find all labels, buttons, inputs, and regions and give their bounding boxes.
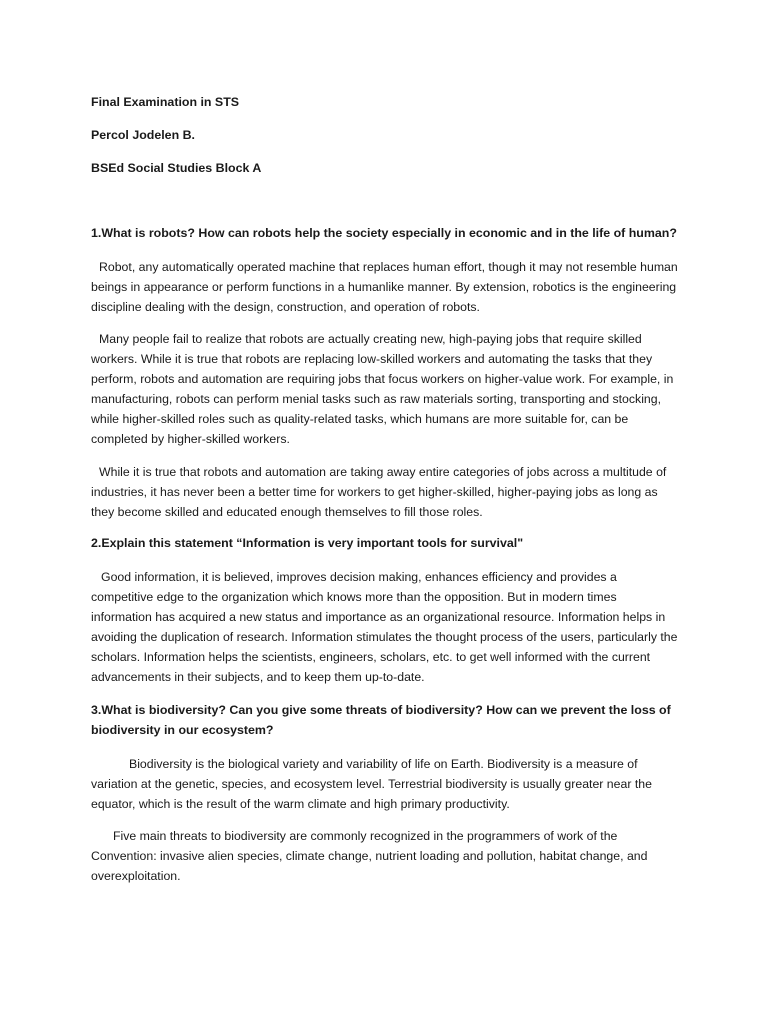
question-2: 2.Explain this statement “Information is very important tools for survival" xyxy=(91,536,524,550)
answer-1-paragraph-2: Many people fail to realize that robots are actually creating new, high-paying jobs that require skilled workers. While it is true that robots are replacing low-skilled workers and automating the tasks that they perform, robots and automation are requiring jobs that focus workers on higher-value work. For example, in manufacturing, robots can perform menial tasks such as raw materials sorting, transporting and stocking, while higher-skilled roles such as quality-related tasks, which humans are more suitable for, can be completed by higher-skilled workers. xyxy=(91,332,674,447)
student-name: Percol Jodelen B. xyxy=(91,128,195,142)
answer-2-paragraph-1: Good information, it is believed, improves decision making, enhances efficiency and provides a competitive edge to the organization which knows more than the opposition. But in modern times information has acquired a new status and importance as an organizational resource. Information helps in avoiding the duplication of research. Information stimulates the thought process of the users, particularly the scholars. Information helps the scientists, engineers, scholars, etc. to get well informed with the current advancements in their subjects, and to keep them up-to-date. xyxy=(91,570,678,685)
question-1: 1.What is robots? How can robots help the society especially in economic and in the life of human? xyxy=(91,226,677,240)
answer-3-paragraph-1: Biodiversity is the biological variety and variability of life on Earth. Biodiversity is a measure of variation at the genetic, species, and ecosystem level. Terrestrial biodiversity is usually greater near the equator, which is the result of the warm climate and high primary productivity. xyxy=(91,757,652,812)
question-3: 3.What is biodiversity? Can you give some threats of biodiversity? How can we prevent the loss of biodiversity in our ecosystem? xyxy=(91,703,671,737)
answer-3-paragraph-2: Five main threats to biodiversity are commonly recognized in the programmers of work of the Convention: invasive alien species, climate change, nutrient loading and pollution, habitat change, and overexploitation. xyxy=(91,829,648,884)
exam-title: Final Examination in STS xyxy=(91,95,240,109)
answer-1-paragraph-1: Robot, any automatically operated machine that replaces human effort, though it may not resemble human beings in appearance or perform functions in a humanlike manner. By extension, robotics is the engineering discipline dealing with the design, construction, and operation of robots. xyxy=(91,260,678,315)
course-block: BSEd Social Studies Block A xyxy=(91,161,262,175)
answer-1-paragraph-3: While it is true that robots and automation are taking away entire categories of jobs across a multitude of industries, it has never been a better time for workers to get higher-skilled, higher-paying jobs as long as they become skilled and educated enough themselves to fill those roles. xyxy=(91,465,667,520)
